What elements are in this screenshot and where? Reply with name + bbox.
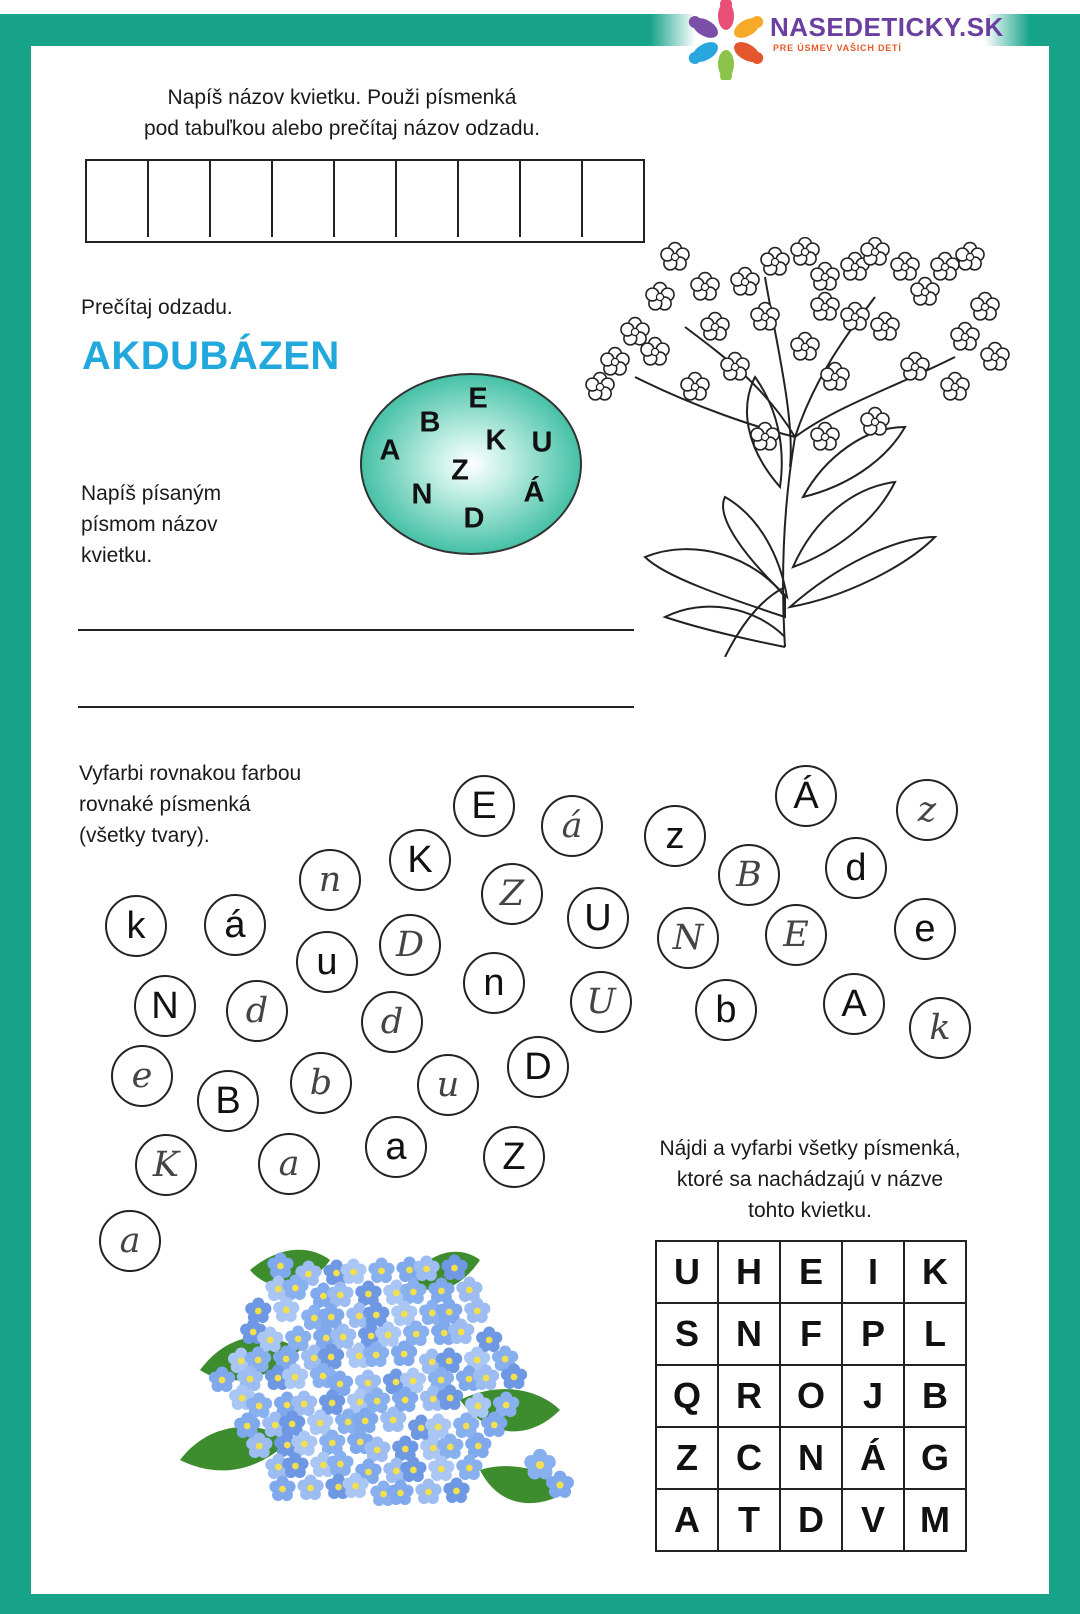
- blossom: [701, 313, 729, 340]
- blossom: [368, 1258, 394, 1284]
- letter-circle[interactable]: [644, 805, 706, 867]
- task5-line3: tohto kvietku.: [748, 1199, 872, 1222]
- grid-row: [656, 1489, 966, 1551]
- blossom: [891, 253, 919, 280]
- blossom: [524, 1449, 556, 1480]
- letter-grid: [655, 1240, 967, 1552]
- answer-box[interactable]: [87, 161, 149, 237]
- grid-cell[interactable]: I: [842, 1241, 904, 1303]
- letter-circle-text: z: [665, 815, 685, 857]
- blossom: [971, 293, 999, 320]
- brand-name[interactable]: NASEDETICKY.SK: [770, 12, 1004, 42]
- letter-circle[interactable]: [134, 975, 196, 1037]
- task2-instruction: Prečítaj odzadu.: [81, 296, 233, 319]
- letter-circle[interactable]: [909, 997, 971, 1059]
- letter-circle[interactable]: [389, 829, 451, 891]
- letter-circle-text: d: [380, 1001, 404, 1042]
- blossom: [721, 353, 749, 380]
- letter-circle-text: b: [715, 989, 737, 1031]
- blossom: [269, 1476, 295, 1502]
- letter-circle-text: E: [783, 914, 809, 955]
- letter-circle-text: N: [672, 917, 704, 958]
- grid-cell[interactable]: R: [718, 1365, 780, 1427]
- blossom: [691, 273, 719, 300]
- letter-circle[interactable]: [483, 1126, 545, 1188]
- letter-circle-text: N: [151, 985, 179, 1027]
- blossom: [282, 1453, 308, 1479]
- blossom: [811, 293, 839, 320]
- task3-line2: písmom názov: [81, 513, 218, 536]
- grid-cell[interactable]: Q: [656, 1365, 718, 1427]
- letter-circle[interactable]: [507, 1036, 569, 1098]
- letter-circle-text: k: [126, 905, 146, 947]
- blossom: [791, 238, 819, 265]
- forget-me-not-photo: [160, 1240, 590, 1540]
- blossom: [297, 1475, 323, 1501]
- grid-cell[interactable]: N: [718, 1303, 780, 1365]
- oval-letter: A: [379, 434, 401, 467]
- oval-letter: K: [485, 424, 507, 457]
- letter-circle-text: á: [561, 805, 583, 846]
- letter-circle-text: n: [483, 962, 505, 1004]
- letter-circle-text: e: [914, 908, 936, 950]
- grid-cell[interactable]: D: [780, 1489, 842, 1551]
- task5-line1: Nájdi a vyfarbi všetky písmenká,: [659, 1137, 961, 1160]
- oval-letter: D: [463, 502, 485, 535]
- blossom: [621, 318, 649, 345]
- letter-circle-text: E: [471, 785, 497, 827]
- letter-circle[interactable]: [204, 894, 266, 956]
- blossom: [731, 268, 759, 295]
- grid-cell[interactable]: Á: [842, 1427, 904, 1489]
- letter-circle[interactable]: [823, 973, 885, 1035]
- letter-circle[interactable]: [299, 849, 361, 911]
- blossom: [601, 348, 629, 375]
- task3-line1: Napíš písaným: [81, 482, 222, 505]
- letter-circle-text: K: [407, 839, 433, 881]
- letter-circle[interactable]: [361, 991, 423, 1053]
- oval-letter: E: [468, 382, 488, 415]
- letter-circle[interactable]: [775, 765, 837, 827]
- grid-cell[interactable]: C: [718, 1427, 780, 1489]
- blossom: [811, 423, 839, 450]
- letter-circle[interactable]: [896, 779, 958, 841]
- grid-cell[interactable]: S: [656, 1303, 718, 1365]
- letter-circle-text: a: [385, 1126, 407, 1168]
- blossom: [681, 373, 709, 400]
- blossom: [443, 1478, 469, 1504]
- answer-box[interactable]: [335, 161, 397, 237]
- letter-circle-text: b: [309, 1062, 333, 1103]
- grid-row: [656, 1303, 966, 1365]
- letter-circle[interactable]: [296, 931, 358, 993]
- task3-instruction: [81, 478, 221, 571]
- letter-circle[interactable]: [453, 775, 515, 837]
- letter-circle-text: U: [586, 981, 616, 1022]
- letter-circle-text: Á: [793, 775, 819, 817]
- letter-circle[interactable]: [226, 980, 288, 1042]
- blossom: [751, 303, 779, 330]
- task5-instruction: [625, 1133, 995, 1226]
- task5-line2: ktoré sa nachádzajú v názve: [676, 1168, 944, 1191]
- letter-circle[interactable]: [99, 1210, 161, 1272]
- letter-circle[interactable]: [258, 1133, 320, 1195]
- blossom: [340, 1259, 366, 1285]
- writing-line-1[interactable]: [78, 629, 634, 631]
- letter-circle[interactable]: [481, 863, 543, 925]
- blossom: [931, 253, 959, 280]
- oval-letter: N: [411, 478, 433, 511]
- blossom: [646, 283, 674, 310]
- letter-circle-text: á: [224, 904, 246, 946]
- grid-cell[interactable]: O: [780, 1365, 842, 1427]
- blossom: [981, 343, 1009, 370]
- blossom: [821, 363, 849, 390]
- letter-circle-text: Z: [499, 873, 525, 914]
- blossom: [861, 408, 889, 435]
- oval-letter: B: [419, 406, 441, 439]
- writing-line-2[interactable]: [78, 706, 634, 708]
- letter-circle[interactable]: [111, 1045, 173, 1107]
- grid-cell[interactable]: U: [656, 1241, 718, 1303]
- grid-row: [656, 1365, 966, 1427]
- grid-cell[interactable]: G: [904, 1427, 966, 1489]
- task3-line3: kvietku.: [81, 544, 153, 567]
- grid-cell[interactable]: N: [780, 1427, 842, 1489]
- letter-circle[interactable]: [105, 895, 167, 957]
- letter-circle[interactable]: [463, 952, 525, 1014]
- reversed-word: AKDUBÁZEN: [82, 334, 340, 378]
- answer-box[interactable]: [149, 161, 211, 237]
- brand-logo: [650, 0, 1030, 80]
- grid-row: [656, 1241, 966, 1303]
- answer-box[interactable]: [397, 161, 459, 237]
- blossom: [428, 1456, 454, 1482]
- blossom: [811, 263, 839, 290]
- blossom: [791, 333, 819, 360]
- letter-circle[interactable]: [657, 907, 719, 969]
- grid-cell[interactable]: A: [656, 1489, 718, 1551]
- flower-line-drawing: [575, 237, 1035, 657]
- letter-circle[interactable]: [379, 914, 441, 976]
- blossom: [841, 303, 869, 330]
- blossom: [245, 1298, 271, 1324]
- blossom: [387, 1480, 413, 1506]
- grid-cell[interactable]: Z: [656, 1427, 718, 1489]
- task1-line1: Napíš názov kvietku. Použi písmenká: [167, 86, 517, 109]
- grid-cell[interactable]: J: [842, 1365, 904, 1427]
- blossom: [415, 1479, 441, 1505]
- blossom: [661, 243, 689, 270]
- grid-cell[interactable]: F: [780, 1303, 842, 1365]
- grid-row: [656, 1427, 966, 1489]
- letter-circle[interactable]: [718, 844, 780, 906]
- answer-box[interactable]: [273, 161, 335, 237]
- blossom: [861, 238, 889, 265]
- oval-letter: Á: [523, 476, 545, 509]
- letter-circle-text: U: [584, 897, 612, 939]
- oval-letter: U: [531, 426, 553, 459]
- answer-boxes: [85, 159, 645, 243]
- letter-circle-text: e: [131, 1055, 153, 1096]
- letter-circle[interactable]: [541, 795, 603, 857]
- letter-circle-text: d: [845, 847, 867, 889]
- blossom: [327, 1282, 353, 1308]
- letter-circle-text: n: [318, 859, 342, 900]
- blossom: [464, 1298, 490, 1324]
- grid-cell[interactable]: L: [904, 1303, 966, 1365]
- letter-circle-text: K: [152, 1144, 180, 1185]
- letter-circle-text: D: [524, 1046, 552, 1088]
- letter-circle[interactable]: [894, 898, 956, 960]
- blossom: [901, 353, 929, 380]
- blossom: [871, 313, 899, 340]
- letter-circle-text: d: [245, 990, 269, 1031]
- letter-circle[interactable]: [365, 1116, 427, 1178]
- letter-circle-text: D: [395, 924, 425, 965]
- letter-circle-text: u: [436, 1064, 460, 1105]
- task1-line2: pod tabuľkou alebo prečítaj názov odzadu.: [143, 117, 541, 140]
- letter-circle-text: u: [316, 941, 338, 983]
- letter-circle[interactable]: [570, 971, 632, 1033]
- task4-line3: (všetky tvary).: [79, 824, 210, 847]
- grid-cell[interactable]: K: [904, 1241, 966, 1303]
- logo-emblem-icon: [686, 0, 766, 80]
- brand-tagline: PRE ÚSMEV VAŠICH DETÍ: [773, 43, 902, 53]
- letter-oval: [360, 373, 582, 555]
- blossom: [586, 373, 614, 400]
- letter-circle[interactable]: [417, 1054, 479, 1116]
- task4-instruction: [79, 758, 301, 851]
- grid-cell[interactable]: V: [842, 1489, 904, 1551]
- letter-circle-text: A: [841, 983, 867, 1025]
- answer-box[interactable]: [521, 161, 583, 237]
- grid-cell[interactable]: M: [904, 1489, 966, 1551]
- blossom: [911, 278, 939, 305]
- letter-circle[interactable]: [567, 887, 629, 949]
- letter-circle[interactable]: [290, 1052, 352, 1114]
- blossom: [956, 243, 984, 270]
- answer-box[interactable]: [459, 161, 521, 237]
- blossom: [456, 1455, 482, 1481]
- letter-circle-text: Z: [502, 1136, 526, 1178]
- answer-box[interactable]: [211, 161, 273, 237]
- blossom: [761, 248, 789, 275]
- letter-circle[interactable]: [825, 837, 887, 899]
- letter-circle[interactable]: [765, 904, 827, 966]
- letter-circle[interactable]: [197, 1070, 259, 1132]
- letter-circle-text: k: [929, 1007, 951, 1048]
- grid-cell[interactable]: P: [842, 1303, 904, 1365]
- grid-cell[interactable]: H: [718, 1241, 780, 1303]
- letter-circle[interactable]: [695, 979, 757, 1041]
- oval-letter: Z: [451, 454, 469, 487]
- blossom: [951, 323, 979, 350]
- grid-cell[interactable]: B: [904, 1365, 966, 1427]
- letter-circle-text: a: [278, 1143, 300, 1184]
- grid-cell[interactable]: E: [780, 1241, 842, 1303]
- letter-circle[interactable]: [135, 1134, 197, 1196]
- answer-box[interactable]: [583, 161, 643, 237]
- task4-line1: Vyfarbi rovnakou farbou: [79, 762, 302, 785]
- blossom: [273, 1297, 299, 1323]
- letter-circle-text: a: [119, 1220, 141, 1261]
- letter-circle-text: z: [917, 789, 937, 830]
- grid-cell[interactable]: T: [718, 1489, 780, 1551]
- task1-instruction: [62, 82, 622, 144]
- task4-line2: rovnaké písmenká: [79, 793, 251, 816]
- letter-circle-text: B: [215, 1080, 241, 1122]
- blossom: [327, 1451, 353, 1477]
- blossom: [400, 1457, 426, 1483]
- blossom: [941, 373, 969, 400]
- letter-circle-text: B: [736, 854, 762, 895]
